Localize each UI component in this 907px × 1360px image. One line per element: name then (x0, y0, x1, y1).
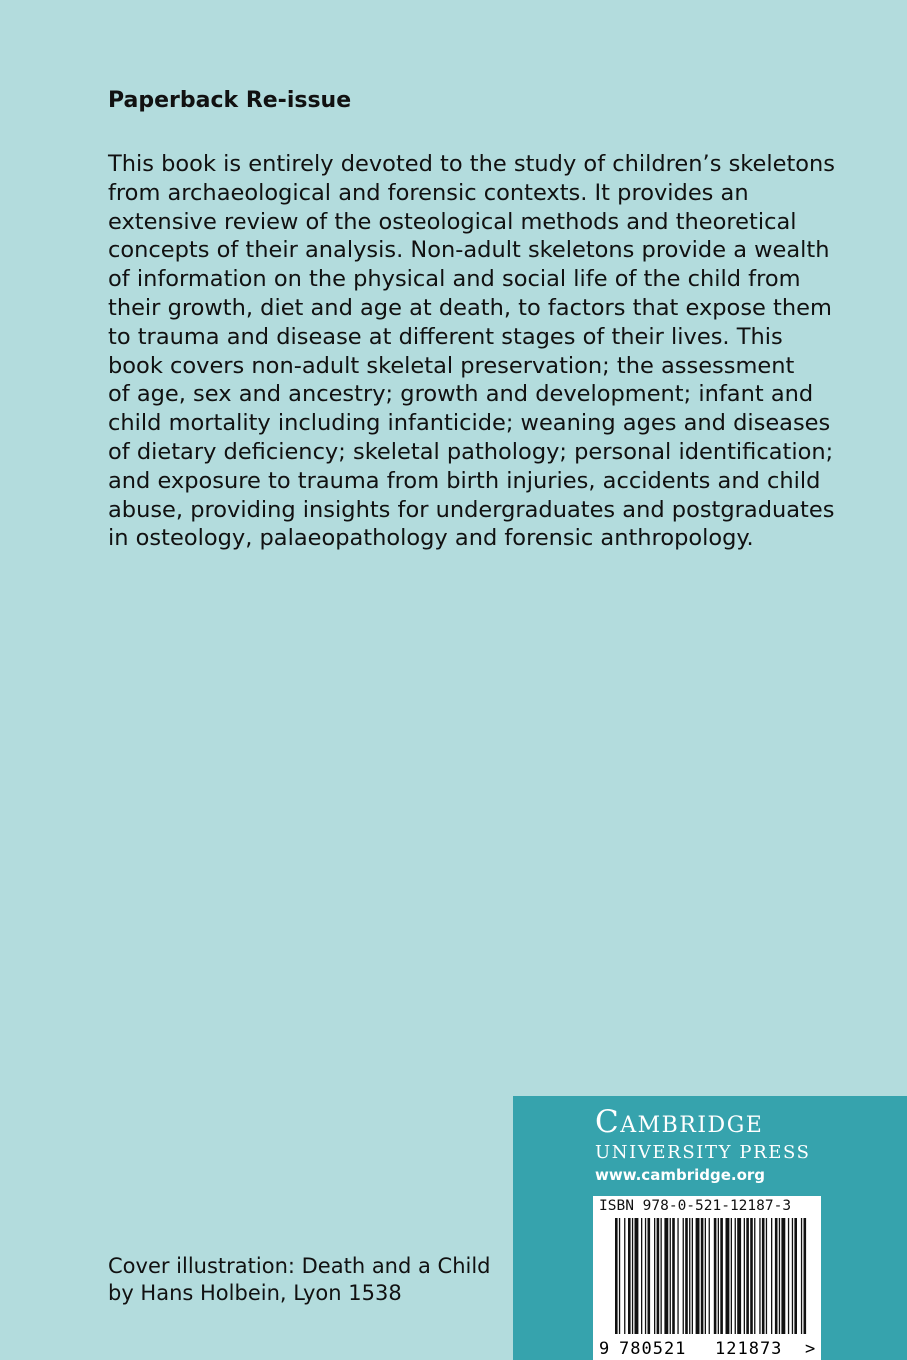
barcode-bar (788, 1218, 789, 1334)
barcode-bar (692, 1218, 693, 1334)
barcode-bar (677, 1218, 678, 1334)
barcode-bar (731, 1218, 732, 1334)
barcode-bar (771, 1218, 772, 1334)
barcode-digits (593, 1336, 821, 1360)
description-line: concepts of their analysis. Non-adult skeletons provide a wealth (108, 237, 830, 264)
description (108, 150, 836, 553)
description-line: extensive review of the osteological methods and theoretical (108, 208, 797, 235)
barcode-panel (593, 1196, 821, 1360)
barcode-bar (792, 1218, 793, 1334)
barcode-bar (664, 1218, 668, 1334)
barcode-bar (670, 1218, 671, 1334)
barcode-bar (737, 1218, 741, 1334)
barcode-bar (628, 1218, 631, 1334)
barcode-bar (746, 1218, 749, 1334)
description-line: their growth, diet and age at death, to factors that expose them (108, 294, 832, 321)
barcode-bar (672, 1218, 675, 1334)
barcode-bar (744, 1218, 745, 1334)
cover-credit-line: Cover illustration: Death and a Child (108, 1254, 491, 1278)
barcode-bar (754, 1218, 755, 1334)
barcode-lead-digit: 9 (599, 1339, 610, 1359)
barcode-icon (593, 1216, 821, 1338)
description-line: of information on the physical and social life of the child from (108, 266, 801, 293)
barcode-bar (648, 1218, 651, 1334)
isbn-label: ISBN 978-0-521-12187-3 (599, 1198, 792, 1214)
publisher-subtitle: UNIVERSITY PRESS (595, 1142, 811, 1163)
barcode-bar (759, 1218, 760, 1334)
barcode-bar (735, 1218, 736, 1334)
publisher-panel (513, 1096, 907, 1360)
barcode-left-digits: 780521 (619, 1339, 687, 1359)
barcode-bar (705, 1218, 706, 1334)
barcode-quiet-marker: > (805, 1339, 816, 1359)
edition-label: Paperback Re-issue (108, 88, 352, 113)
barcode-bar (657, 1218, 660, 1334)
barcode-bar (720, 1218, 723, 1334)
description-line: of age, sex and ancestry; growth and development; infant and (108, 381, 814, 408)
barcode-bar (766, 1218, 767, 1334)
description-line: and exposure to trauma from birth injuries, accidents and child (108, 467, 821, 494)
description-line: This book is entirely devoted to the study of children’s skeletons (108, 151, 836, 177)
barcode-bar (654, 1218, 655, 1334)
description-line: from archaeological and forensic contexts. It provides an (108, 179, 749, 206)
cover-credit (108, 1253, 491, 1307)
publisher-url: www.cambridge.org (595, 1166, 766, 1184)
description-line: book covers non-adult skeletal preservation; the assessment (108, 352, 795, 379)
barcode-right-digits: 121873 (715, 1339, 783, 1359)
barcode-bar (615, 1218, 618, 1334)
barcode-bar (661, 1218, 662, 1334)
description-line: abuse, providing insights for undergraduates and postgraduates (108, 496, 835, 523)
barcode-bar (683, 1218, 684, 1334)
barcode-bar (750, 1218, 753, 1334)
barcode-bar (775, 1218, 778, 1334)
barcode-bar (635, 1218, 639, 1334)
barcode-bar (619, 1218, 620, 1334)
barcode-bar (685, 1218, 688, 1334)
description-line: in osteology, palaeopathology and forensic anthropology. (108, 525, 754, 552)
barcode-bar (804, 1218, 807, 1334)
barcode-bar (624, 1218, 625, 1334)
barcode-bar (781, 1218, 785, 1334)
publisher-name: Cambridge (595, 1104, 764, 1140)
barcode-bar (726, 1218, 730, 1334)
barcode-bar (641, 1218, 642, 1334)
barcode-bar (762, 1218, 765, 1334)
cover-credit-line: by Hans Holbein, Lyon 1538 (108, 1281, 402, 1305)
barcode-bar (689, 1218, 690, 1334)
description-line: to trauma and disease at different stages of their lives. This (108, 323, 783, 350)
barcode-bar (709, 1218, 710, 1334)
barcode-bar (779, 1218, 780, 1334)
description-line: child mortality including infanticide; weaning ages and diseases (108, 410, 831, 437)
barcode-bar (645, 1218, 646, 1334)
barcode-bar (632, 1218, 633, 1334)
barcode-bar (714, 1218, 717, 1334)
barcode-bar (801, 1218, 802, 1334)
barcode-bar (696, 1218, 700, 1334)
barcode-bar (718, 1218, 719, 1334)
description-line: of dietary deficiency; skeletal pathology; personal identification; (108, 438, 834, 465)
barcode-bar (794, 1218, 797, 1334)
barcode-bar (701, 1218, 704, 1334)
